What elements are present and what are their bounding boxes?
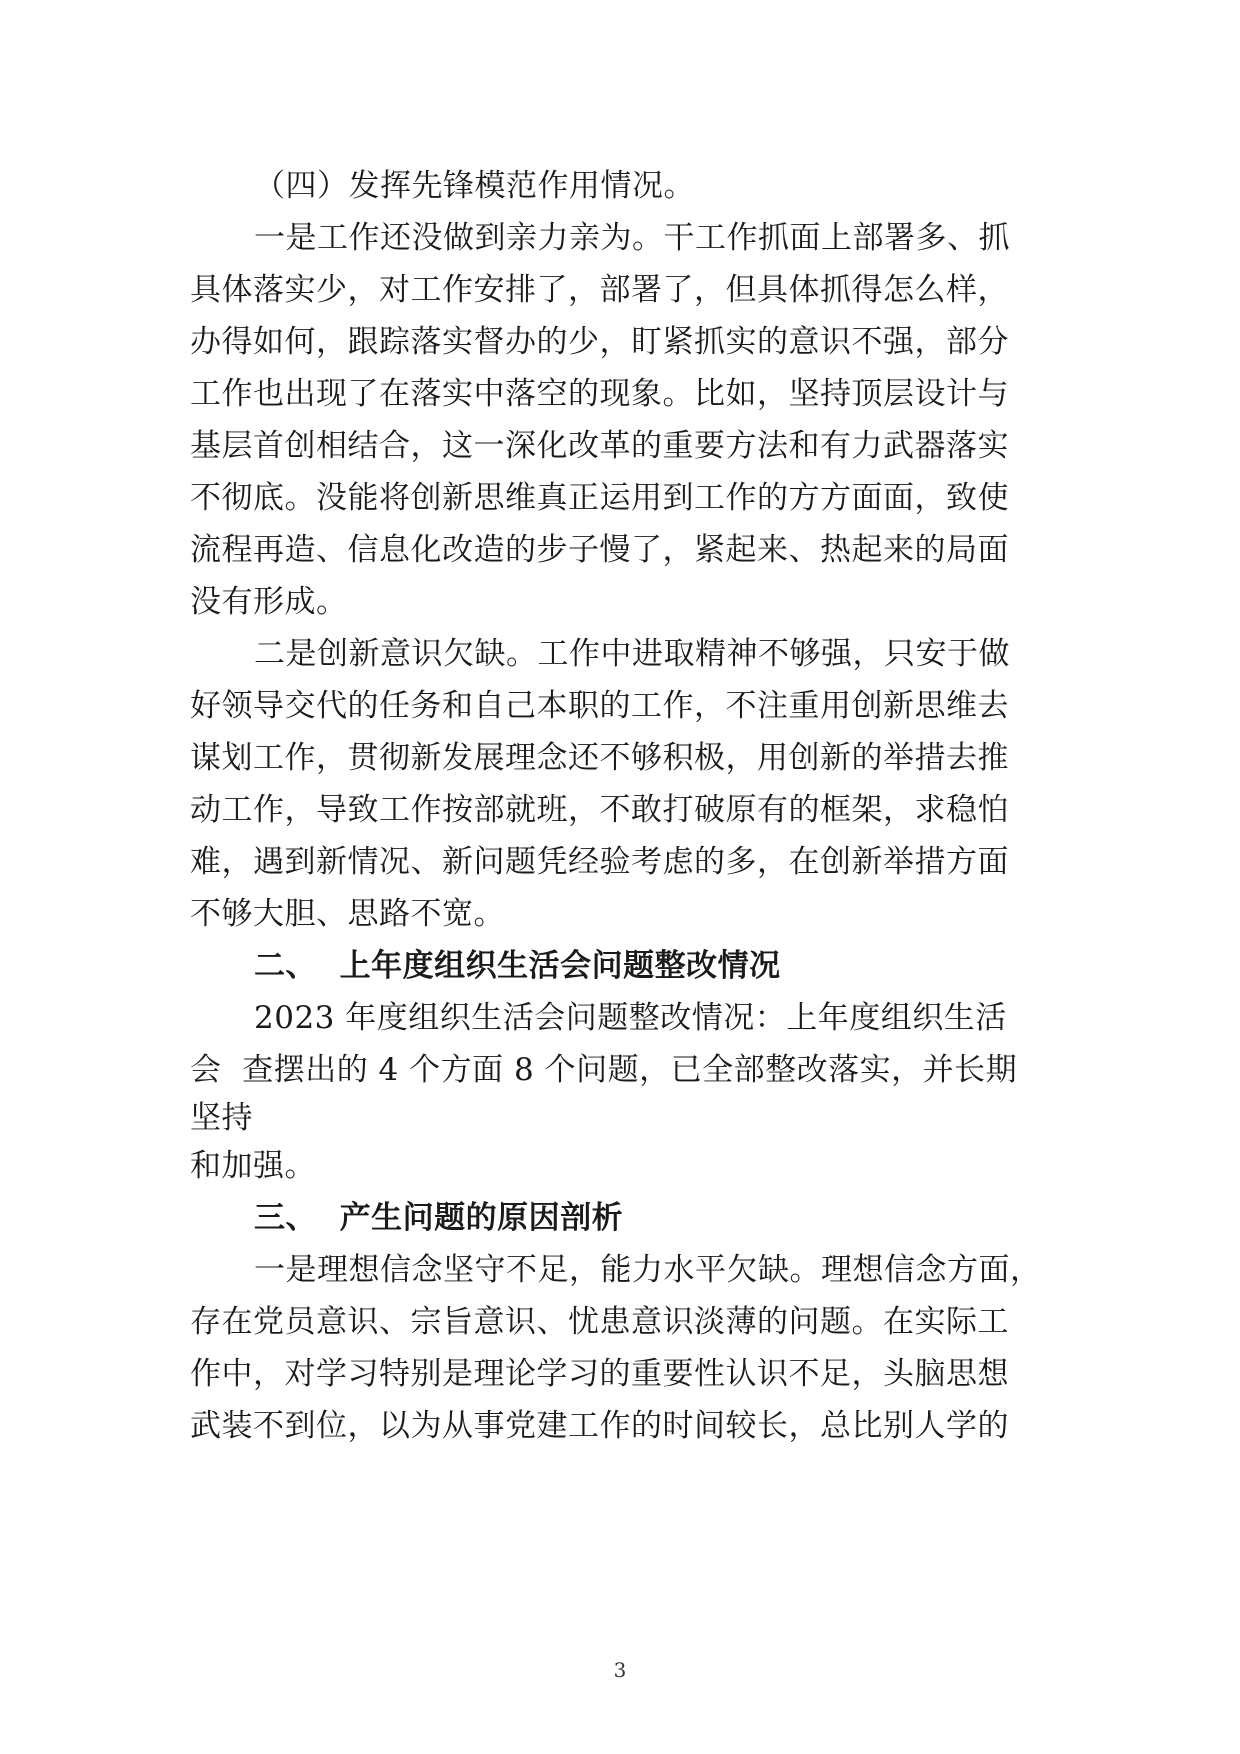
section-heading: 二、 上年度组织生活会问题整改情况 — [254, 948, 781, 984]
paragraph-line: 2023 年度组织生活会问题整改情况：上年度组织生活 — [254, 1000, 1007, 1036]
paragraph-line: 动工作，导致工作按部就班，不敢打破原有的框架，求稳怕 — [190, 792, 1009, 828]
paragraph-line: 好领导交代的任务和自己本职的工作，不注重用创新思维去 — [190, 688, 1009, 724]
paragraph-line: 办得如何，跟踪落实督办的少，盯紧抓实的意识不强，部分 — [190, 324, 1009, 360]
paragraph-line: 不彻底。没能将创新思维真正运用到工作的方方面面，致使 — [190, 480, 1009, 516]
paragraph-line: 武装不到位，以为从事党建工作的时间较长，总比别人学的 — [190, 1408, 1009, 1444]
paragraph-line: 一是理想信念坚守不足，能力水平欠缺。理想信念方面， — [254, 1252, 1042, 1288]
paragraph-line: 工作也出现了在落实中落空的现象。比如，坚持顶层设计与 — [190, 376, 1009, 412]
paragraph-line: 具体落实少，对工作安排了，部署了，但具体抓得怎么样， — [190, 272, 1009, 308]
paragraph-line: 二是创新意识欠缺。工作中进取精神不够强，只安于做 — [254, 636, 1010, 672]
paragraph-line: 不够大胆、思路不宽。 — [190, 896, 505, 932]
paragraph-line: 流程再造、信息化改造的步子慢了，紧起来、热起来的局面 — [190, 532, 1009, 568]
subsection-heading: （四）发挥先锋模范作用情况。 — [254, 168, 695, 204]
paragraph-line: 一是工作还没做到亲力亲为。干工作抓面上部署多、抓 — [254, 220, 1010, 256]
paragraph-line: 谋划工作，贯彻新发展理念还不够积极，用创新的举措去推 — [190, 740, 1009, 776]
paragraph-line: 基层首创相结合，这一深化改革的重要方法和有力武器落实 — [190, 428, 1009, 464]
paragraph-line: 没有形成。 — [190, 584, 348, 620]
document-body — [190, 160, 1050, 1452]
section-heading: 三、 产生问题的原因剖析 — [254, 1200, 624, 1236]
paragraph-line: 存在党员意识、宗旨意识、忧患意识淡薄的问题。在实际工 — [190, 1304, 1009, 1340]
paragraph-line: 和加强。 — [190, 1148, 316, 1184]
paragraph-line: 作中，对学习特别是理论学习的重要性认识不足，头脑思想 — [190, 1356, 1009, 1392]
paragraph-line: 坚持 — [190, 1100, 253, 1136]
paragraph-line: 会 查摆出的 4 个方面 8 个问题，已全部整改落实，并长期 — [190, 1052, 1018, 1088]
paragraph-line: 难，遇到新情况、新问题凭经验考虑的多，在创新举措方面 — [190, 844, 1009, 880]
page-number: 3 — [613, 1658, 627, 1682]
